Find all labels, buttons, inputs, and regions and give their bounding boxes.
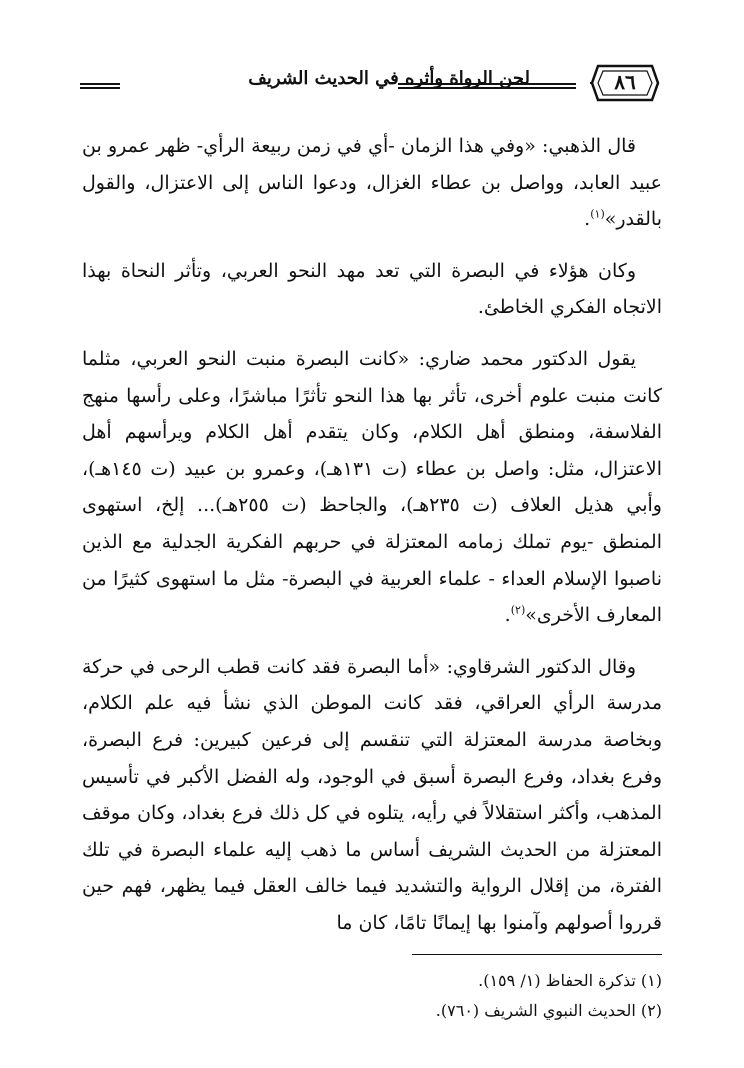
footnote: (٢) الحديث النبوي الشريف (٧٦٠). (435, 1001, 662, 1020)
footnote-ref: (٢) (510, 603, 526, 617)
footnote-separator (412, 954, 662, 955)
footnote: (١) تذكرة الحفاظ (١/ ١٥٩). (478, 971, 662, 990)
body-text (82, 128, 662, 956)
paragraph (82, 341, 662, 634)
paragraph-end: . (584, 208, 591, 231)
page-number: ٨٦ (614, 70, 636, 94)
paragraph-end: . (504, 604, 511, 627)
footnotes (82, 966, 662, 1026)
paragraph-text: وقال الدكتور الشرقاوي: «أما البصرة فقد كانت قطب الرحى في حركة مدرسة الرأي العراقي، فقد كانت الموطن الذي نشأ فيه علم الكلام، وبخاصة مدرسة المعتزلة التي تنقسم إلى فرعين كبيرين: فرع البصرة، وفرع بغداد، وفرع البصرة أسبق في الوجود، وله الفضل الأكبر في تأسيس المذهب، وأكثر استقلالاً في رأيه، يتلوه في كل ذلك فرع بغداد، وكان موقف المعتزلة من الحديث الشريف أساس ما ذهب إليه علماء البصرة في تلك الفترة، من إقلال الرواية والتشديد فيما خالف العقل فيما يظهر، فهم حين قرروا أصولهم وآمنوا بها إيمانًا تامًا، كان ما (82, 655, 662, 934)
paragraph (82, 128, 662, 238)
paragraph-text: يقول الدكتور محمد ضاري: «كانت البصرة منبت النحو العربي، مثلما كانت منبت علوم أخرى، تأثر بها هذا النحو تأثرًا مباشرًا، وعلى رأسها منهج الفلاسفة، ومنطق أهل الكلام، وكان يتقدم أهل الكلام ويرأسهم أهل الاعتزال، مثل: واصل بن عطاء (ت ١٣١هـ)، وعمرو بن عبيد (ت ١٤٥هـ)، وأبي هذيل العلاف (ت ٢٣٥هـ)، والجاحظ (ت ٢٥٥هـ)... إلخ، استهوى المنطق -يوم تملك زمامه المعتزلة في حربهم الفكرية الجدلية مع الذين ناصبوا الإسلام العداء - علماء العربية في البصرة- مثل ما استهوى كثيرًا من المعارف الأخرى» (82, 347, 663, 627)
header-rule-left (80, 83, 120, 89)
page-number-badge (590, 62, 660, 104)
running-title: لحن الرواة وأثره في الحديث الشريف (248, 68, 530, 89)
page-header (80, 62, 660, 106)
paragraph (82, 253, 662, 326)
paragraph-text: وكان هؤلاء في البصرة التي تعد مهد النحو العربي، وتأثر النحاة بهذا الاتجاه الفكري الخاطئ. (82, 259, 662, 319)
footnote-ref: (١) (590, 207, 605, 221)
paragraph (82, 649, 662, 942)
paragraph-text: قال الذهبي: «وفي هذا الزمان -أي في زمن ربيعة الرأي- ظهر عمرو بن عبيد العابد، وواصل بن عطاء الغزال، ودعوا الناس إلى الاعتزال، والقول بالقدر» (82, 135, 662, 231)
